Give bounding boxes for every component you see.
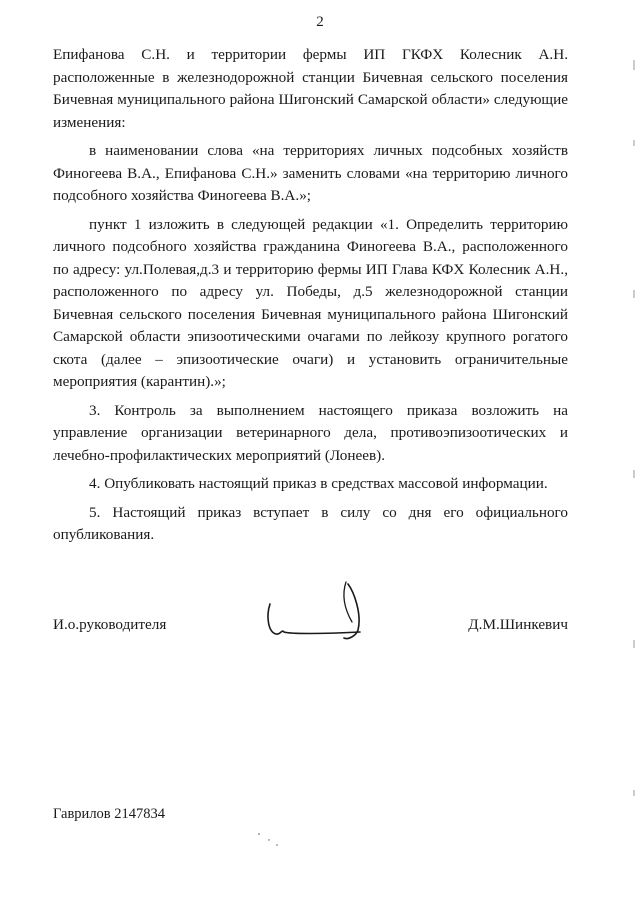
executor-note: Гаврилов 2147834 (53, 806, 166, 822)
paragraph-continuation: Епифанова С.Н. и территории фермы ИП ГКФХ Колесник А.Н. расположенные в железнодорожной станции Бичевная сельского поселения Бичевная муниципального района Шигонский Самарской области» следующие изменения: (53, 46, 568, 131)
scan-edge-marks (631, 0, 637, 905)
paragraph-name-change: в наименовании слова «на территориях личных подсобных хозяйств Финогеева В.А., Епифанова С.Н.» заменить словами «на территорию личного подсобного хозяйства Финогеева В.А.»; (53, 142, 568, 204)
paragraph-control: 3. Контроль за выполнением настоящего приказа возложить на управление организации ветеринарного дела, противоэпизоотических и лечебно-профилактических мероприятий (Лонеев). (53, 401, 568, 464)
signatory-title: И.о.руководителя (53, 616, 167, 633)
scan-artifact (255, 830, 285, 850)
handwritten-signature (262, 574, 392, 654)
page-number: 2 (316, 14, 324, 30)
paragraph-effective: 5. Настоящий приказ вступает в силу со дня его официального опубликования. (53, 503, 568, 543)
document-body (53, 44, 568, 553)
paragraph-publish: 4. Опубликовать настоящий приказ в средствах массовой информации. (89, 475, 548, 492)
paragraph-point-1: пункт 1 изложить в следующей редакции «1. Определить территорию личного подсобного хозяйства гражданина Финогеева В.А., расположенного по адресу: ул.Полевая,д.3 и территорию фермы ИП Глава КФХ Колесник А.Н., расположенного по адресу ул. Победы, д.5 железнодорожной станции Бичевная сельского поселения Бичевная муниципального района Шигонский Самарской области эпизоотическими очагами по лейкозу крупного рогатого скота (далее – эпизоотические очаги) и установить ограничительные мероприятия (карантин).»; (53, 215, 568, 390)
signatory-name: Д.М.Шинкевич (468, 616, 568, 633)
